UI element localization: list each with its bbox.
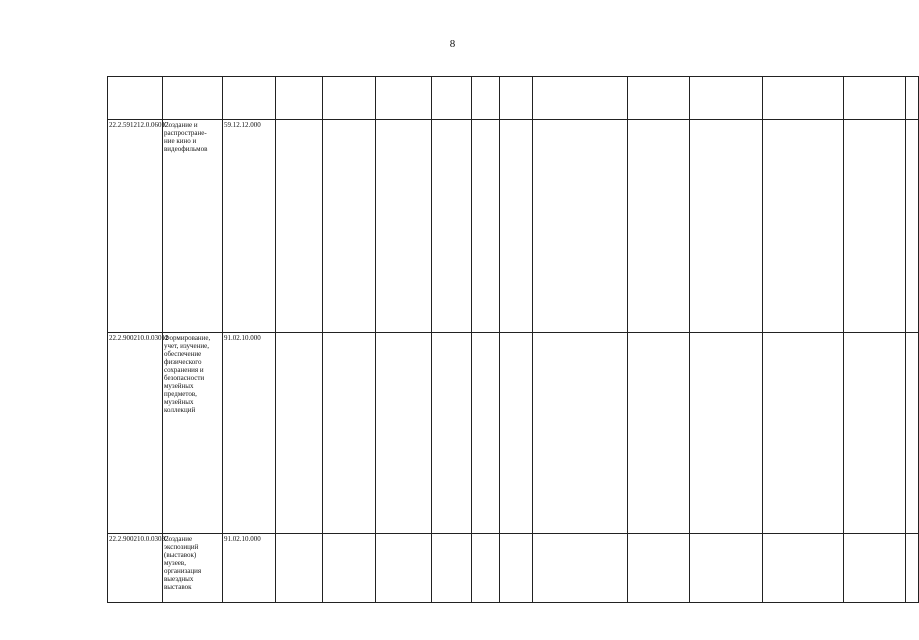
service-code-cell xyxy=(108,120,169,333)
col-5-cell xyxy=(376,333,432,534)
col-10-cell xyxy=(628,333,690,534)
col-11-cell xyxy=(690,333,763,534)
col-10-cell xyxy=(628,534,690,603)
okved-code-cell xyxy=(223,77,276,120)
cell-text-line: учет, изучение, xyxy=(164,342,210,350)
col-12-cell xyxy=(763,534,844,603)
okved-code-cell xyxy=(223,333,276,534)
col-14-cell xyxy=(906,77,919,120)
cell-text-line: организация xyxy=(164,567,202,575)
cell-text-line: видеофильмов xyxy=(164,145,208,153)
service-code-cell xyxy=(108,534,169,603)
col-5-cell xyxy=(376,534,432,603)
col-6-cell xyxy=(432,333,472,534)
cell-text: 59.12.12.000 xyxy=(224,121,261,129)
col-11-cell xyxy=(690,534,763,603)
col-14-cell xyxy=(906,534,919,603)
col-13-cell xyxy=(844,333,906,534)
col-13-cell xyxy=(844,534,906,603)
cell-text-line: музейных xyxy=(164,398,194,406)
cell-text-line: музеев, xyxy=(164,559,186,567)
col-12-cell xyxy=(763,77,844,120)
cell-text-line: экспозиций xyxy=(164,543,199,551)
service-code-cell xyxy=(108,333,169,534)
col-12-cell xyxy=(763,120,844,333)
cell-text-line: физического xyxy=(164,358,202,366)
service-name-cell xyxy=(163,120,223,333)
cell-text-line: безопасности xyxy=(164,374,205,382)
col-10-cell xyxy=(628,120,690,333)
cell-text-line: сохранения и xyxy=(164,366,204,374)
col-4-cell xyxy=(323,77,376,120)
col-7-cell xyxy=(472,120,500,333)
cell-text-line: музейных xyxy=(164,382,194,390)
service-name-cell xyxy=(163,333,223,534)
table-row xyxy=(108,333,919,534)
cell-text: 22.2.591212.0.06012 xyxy=(109,121,169,129)
cell-text-line: обеспечение xyxy=(164,350,202,358)
col-8-cell xyxy=(500,534,533,603)
col-6-cell xyxy=(432,534,472,603)
col-3-cell xyxy=(276,120,323,333)
col-7-cell xyxy=(472,333,500,534)
cell-text-line: Создание xyxy=(164,535,193,543)
service-code-cell xyxy=(108,77,163,120)
col-10-cell xyxy=(628,77,690,120)
cell-text-line: распростране- xyxy=(164,129,207,137)
col-8-cell xyxy=(500,120,533,333)
col-6-cell xyxy=(432,77,472,120)
col-9-cell xyxy=(533,77,628,120)
okved-code-cell xyxy=(223,534,276,603)
cell-text: 91.02.10.000 xyxy=(224,334,261,342)
service-name-cell xyxy=(163,77,223,120)
page-number: 8 xyxy=(449,38,456,50)
col-11-cell xyxy=(690,120,763,333)
service-name-cell xyxy=(163,534,223,603)
cell-text-line: предметов, xyxy=(164,390,197,398)
col-5-cell xyxy=(376,77,432,120)
col-3-cell xyxy=(276,77,323,120)
cell-text-line: Формирование, xyxy=(164,334,211,342)
table-row xyxy=(108,534,919,603)
cell-text-line: коллекций xyxy=(164,406,196,414)
col-3-cell xyxy=(276,534,323,603)
col-11-cell xyxy=(690,77,763,120)
cell-text-line: (выставок) xyxy=(164,551,197,559)
col-4-cell xyxy=(323,534,376,603)
col-7-cell xyxy=(472,534,500,603)
col-13-cell xyxy=(844,120,906,333)
col-8-cell xyxy=(500,333,533,534)
cell-text-line: выездных xyxy=(164,575,194,583)
col-14-cell xyxy=(906,120,919,333)
cell-text-line: ние кино и xyxy=(164,137,197,145)
col-14-cell xyxy=(906,333,919,534)
cell-text: 22.2.900210.0.03032 xyxy=(109,535,169,543)
col-9-cell xyxy=(533,333,628,534)
services-register-table xyxy=(107,76,919,603)
col-7-cell xyxy=(472,77,500,120)
cell-text-line: Создание и xyxy=(164,121,198,129)
col-4-cell xyxy=(323,333,376,534)
col-3-cell xyxy=(276,333,323,534)
col-12-cell xyxy=(763,333,844,534)
col-6-cell xyxy=(432,120,472,333)
table-row xyxy=(108,120,919,333)
cell-text-line: выставок xyxy=(164,583,192,591)
okved-code-cell xyxy=(223,120,276,333)
col-13-cell xyxy=(844,77,906,120)
cell-text: 91.02.10.000 xyxy=(224,535,261,543)
col-4-cell xyxy=(323,120,376,333)
table-row xyxy=(108,77,919,120)
col-9-cell xyxy=(533,120,628,333)
col-5-cell xyxy=(376,120,432,333)
col-8-cell xyxy=(500,77,533,120)
col-9-cell xyxy=(533,534,628,603)
cell-text: 22.2.900210.0.03012 xyxy=(109,334,169,342)
